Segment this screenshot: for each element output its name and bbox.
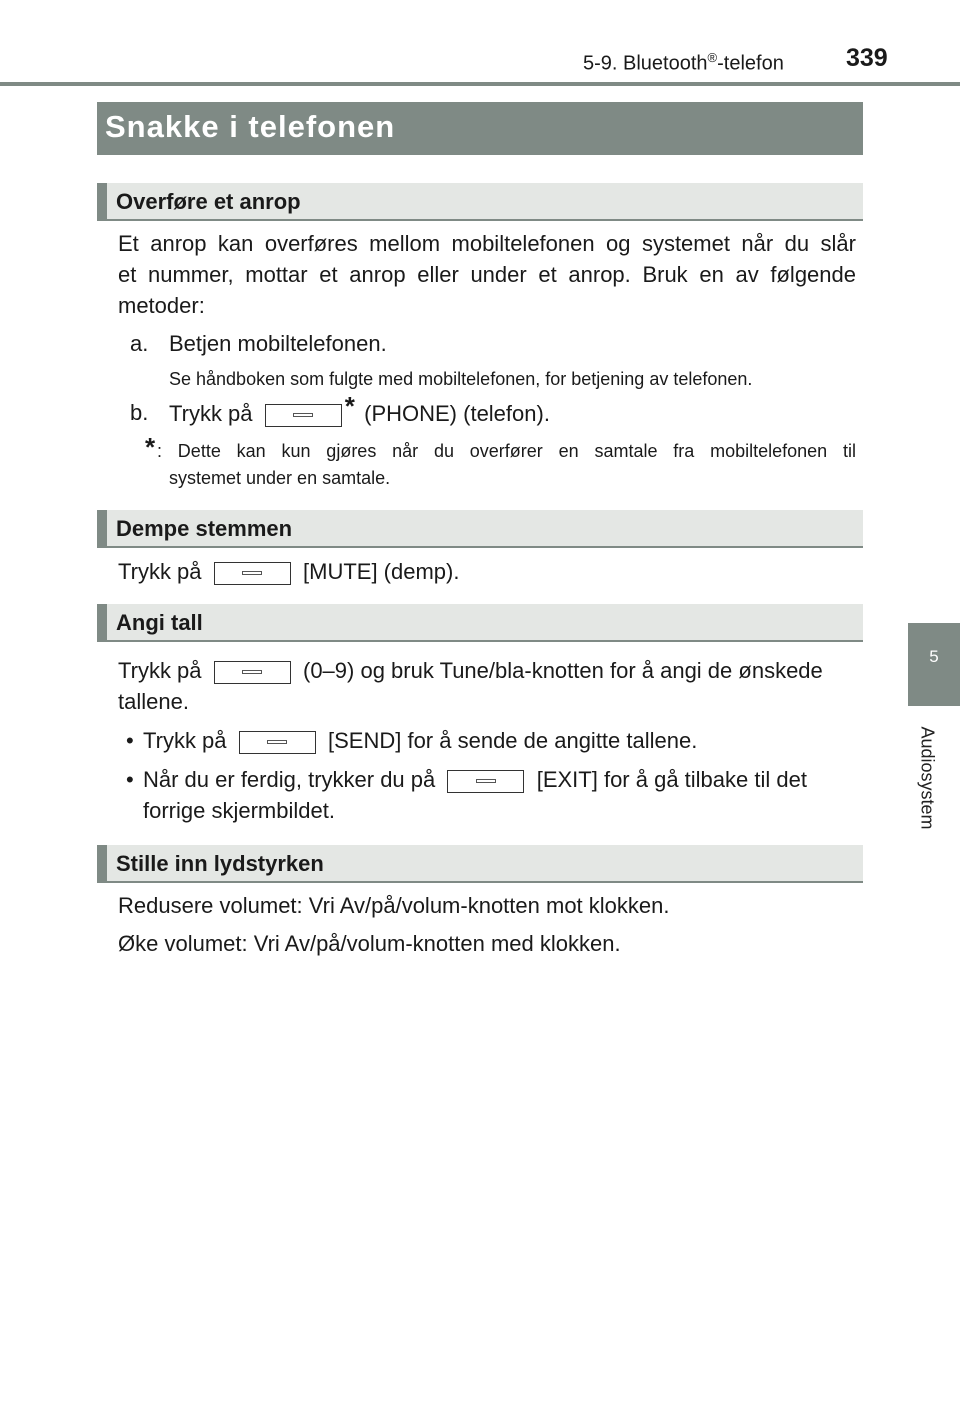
volume-line1: Redusere volumet: Vri Av/på/volum-knotten mot klokken. xyxy=(118,893,670,918)
digits-line2: tallene. xyxy=(118,689,189,714)
exit-button-icon xyxy=(447,770,524,793)
chapter-number: 5 xyxy=(929,647,939,666)
mute-line: Trykk på [MUTE] (demp). xyxy=(118,559,460,584)
item-a-marker: a. xyxy=(130,331,149,356)
transfer-para-line2: et nummer, mottar et anrop eller under et anrop. Bruk en av følgende xyxy=(118,262,856,287)
bullet-exit: Når du er ferdig, trykker du på [EXIT] for å gå tilbake til det xyxy=(143,767,807,792)
item-a-text: Betjen mobiltelefonen. xyxy=(169,331,387,356)
transfer-para-line3: metoder: xyxy=(118,293,205,318)
heading-volume: Stille inn lydstyrken xyxy=(97,845,863,883)
item-a-note: Se håndboken som fulgte med mobiltelefonen, for betjening av telefonen. xyxy=(169,369,753,389)
mute-button-icon xyxy=(214,562,291,585)
heading-transfer-call: Overføre et anrop xyxy=(97,183,863,221)
bullet-exit-marker: • xyxy=(126,767,134,792)
footnote-star: * xyxy=(145,432,156,462)
digits-line1: Trykk på (0–9) og bruk Tune/bla-knotten for å angi de ønskede xyxy=(118,658,823,683)
digits-button-icon xyxy=(214,661,291,684)
heading-mute: Dempe stemmen xyxy=(97,510,863,548)
footnote-line1: : Dette kan kun gjøres når du overfører en samtale fra mobiltelefonen til xyxy=(157,441,856,461)
heading-digits: Angi tall xyxy=(97,604,863,642)
header-rule xyxy=(0,82,960,86)
send-button-icon xyxy=(239,731,316,754)
chapter-tab xyxy=(908,623,960,706)
volume-line2: Øke volumet: Vri Av/på/volum-knotten med klokken. xyxy=(118,931,621,956)
page-number: 339 xyxy=(846,44,888,72)
bullet-send-marker: • xyxy=(126,728,134,753)
page-title: Snakke i telefonen xyxy=(97,102,863,155)
footnote-line2: systemet under en samtale. xyxy=(169,468,391,488)
phone-button-icon xyxy=(265,404,342,427)
section-path: 5-9. Bluetooth®-telefon xyxy=(583,50,784,75)
item-b-marker: b. xyxy=(130,400,149,425)
chapter-label: Audiosystem xyxy=(917,726,938,830)
bullet-exit-line2: forrige skjermbildet. xyxy=(143,798,335,823)
transfer-para-line1: Et anrop kan overføres mellom mobiltelefonen og systemet når du slår xyxy=(118,231,856,256)
bullet-send: Trykk på [SEND] for å sende de angitte tallene. xyxy=(143,728,698,753)
item-b-line: Trykk på * (PHONE) (telefon). xyxy=(169,391,550,426)
